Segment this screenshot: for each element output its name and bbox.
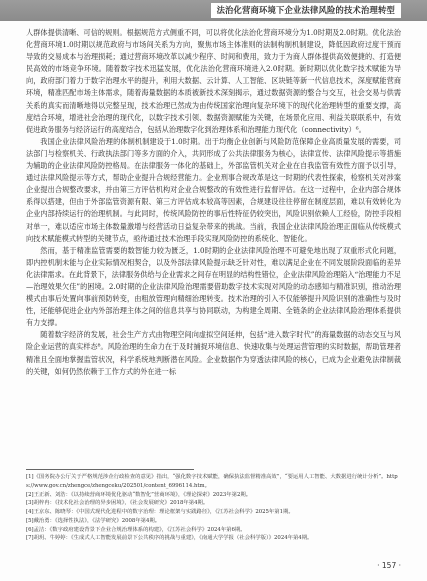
footnote: [2]王正新、刘浩：《以持续营商环境优化驱动“数智化”营商环境》，《理论探索》2023年第2期。 <box>26 491 252 498</box>
footnote: [3]胡梓冉：《技术化社会治理的异步困境》，《社会发展研究》2018年第4期。 <box>26 500 209 507</box>
footnote: [7]胡玥、牛婷婷：《生成式人工智能发展前景下公共秩序的挑战与重建》，《南通大学学报（社会科学版）》2024年第4期。 <box>26 535 313 542</box>
header-band <box>0 0 427 21</box>
footnote: [1]《国务院办公厅关于严格规范涉企行政检查的意见》指出，“强化数字技术赋能，确保执法监督精准高效”，“要运用人工智能、大数据进行统计分析”。https://www.gov.cn/zhengce/zhengceku/202501/content_6996114.htm。 <box>26 474 398 489</box>
footnote: [5]戴治勇：《选择性执法》，《法学研究》2008年第4期。 <box>26 517 161 524</box>
footnote-divider <box>26 469 194 470</box>
body-text <box>26 27 401 378</box>
paragraph: 然而，基于精准监管需要的数智能力较为匮乏，1.0时期的企业法律风险治理不可避免地出现了双重形式化问题，即内控机制未能与企业实际情况相契合，以及外部法律风险提示缺乏针对性，难以满足企业在不同发展阶段面临的差异化法律需求。在此背景下，法律服务供给与企业需求之间存在明显的结构性错位，企业法律风险治理陷入“治理能力不足—治理效果欠佳”的困境。2.0时期的企业法律风险治理需要借助数字技术实现对风险的动态感知与精准识别，推动治理模式由事后处置向事前预防转变，由粗放管理向精细治理转变。技术治理的引入不仅能够提升风险识别的准确性与及时性，还能够促进企业内外部治理主体之间的信息共享与协同联动，为构建全周期、全链条的企业法律风险治理体系提供有力支撑。 <box>26 245 401 328</box>
running-header-title: 法治化营商环境下企业法律风险的技术治理转型 <box>211 3 401 18</box>
paragraph: 人群体提供清晰、可信的规则。根据规范方式侧重不同，可以将优化法治化营商环境分为1.0时期及2.0时期。优化法治化营商环境1.0时期以规范政府与市场间关系为方向，聚焦市场主体准则的法制构制机制建设，降低因政府过度干预而导致的交易成本与治理损耗；通过营商环境改革以减少程序、时间和费用，致力于为商人群体提供高效便捷的、打造便民高效的市场竞争环境。随着数字技术迅猛发展，优化法治化营商环境进入2.0时期。新时期以优化数字技术赋能为导向，政府部门着力于数字治理水平的提升，利用大数据、云计算、人工智能、区块链等新一代信息技术，深度赋能营商环境，精准匹配市场主体需求，随着海量数据的本质被新技术深刻揭示，通过数据资源的整合与交互，社会交易与供需关系的真实而清晰地得以完整呈现，技术治理已然成为由传统国家治理向复杂环境下的现代化治理转型的重要支撑，高度结合环境，增进社会治理的现代化，以数字技术引领、数据资源赋能为关键，在场景化应用、利益关联联系中，有效促进政务服务与经济运行的高度结合，包括从治理数字化到治理体系和治理能力现代化（connectivity）⁶。 <box>26 28 401 134</box>
footnote: [4]王京东、陈晓琴：《中国式现代化进程中的数字治理：理论框架与实践路径》，《江苏社会科学》2025年第1期。 <box>26 509 294 515</box>
footnote: [6]孟洁：《数字政府建设背景下企业合规治理体系的构建》，《江苏社会科学》2024年第6期。 <box>26 526 246 533</box>
paragraph: 随着数字经济的发展，社会生产方式由物理空间向虚拟空间延伸，包括“进入数字时代”的海量数据的动态交互与风险企业运营的真实样态⁸。风险治理的生命力在于及时捕捉环境信息、快速收集与处理运营管理的实时数据，帮助管理者精准且全面地掌握监管状况，科学系统地判断潜在风险。企业数据作为穿透法律风险的核心，已成为企业避免法律制裁的关键，如何仍然依赖于工作方式的外在进一标 <box>26 330 401 376</box>
page-number: · 157 · <box>377 561 401 570</box>
footnotes <box>26 473 401 543</box>
paragraph: 我国企业法律风险治理的体制机制建设于1.0时期。出于均衡企业创新与风险防范保障企业高质量发展的需要，司法部门与检察机关、行政执法部门等多方面的介入，共同形成了公共法律服务为核心，法律宣传、法律风险提示等措施为辅助的企业法律风险防控格局。在法律服务一体化的基础上，外部监管机关对企业在自我监管有效性方面予以引导，通过法律风险提示等方式，帮助企业提升合规经营能力。企业刑事合规改革是这一时期的代表性探索，检察机关对涉案企业提出合规整改要求，并由第三方评估机构对企业合规整改的有效性进行监督评估。在这一过程中，企业内部合规体系得以搭建，但由于外部监管资源有限、第三方评估成本较高等因素，合规建设往往停留在制度层面，难以有效转化为企业内部持续运行的治理机制。与此同时，传统风险防控的事后性特征仍较突出，风险识别依赖人工经验，防控手段相对单一，难以适应市场主体数量激增与经营活动日益复杂带来的挑战。当前，我国企业法律风险治理正面临从传统模式向技术赋能模式转型的关键节点，亟待通过技术治理手段实现风险防控的系统化、智能化。 <box>26 136 401 243</box>
